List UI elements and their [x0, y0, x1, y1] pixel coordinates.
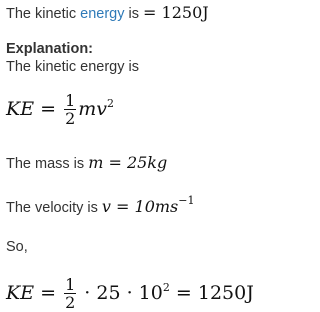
- result-fraction-numerator: 1: [65, 275, 76, 295]
- answer-line: [6, 4, 209, 23]
- mass-text: The mass is: [6, 156, 89, 172]
- result-equals-value: = 1250J: [169, 282, 254, 304]
- explanation-intro: The kinetic energy is: [6, 59, 139, 75]
- mass-value: m = 25kg: [88, 153, 168, 172]
- velocity-exponent: −1: [178, 194, 195, 207]
- formula-rhs: mv: [78, 98, 108, 120]
- result-formula: [6, 276, 254, 311]
- result-equals: =: [34, 282, 63, 304]
- explanation-heading: Explanation:: [6, 41, 94, 57]
- answer-prefix: The kinetic: [6, 6, 81, 22]
- result-value: [170, 282, 254, 304]
- result-rest: · 25 · 10: [78, 282, 163, 304]
- formula-fraction-denominator: 2: [65, 109, 76, 129]
- velocity-text: The velocity is: [6, 200, 102, 216]
- formula-equals: =: [34, 98, 63, 120]
- mass-line: [6, 154, 167, 173]
- result-fraction: [64, 276, 76, 311]
- formula-lhs: KE: [6, 98, 35, 120]
- answer-suffix: is: [124, 6, 144, 22]
- velocity-value: v = 10ms: [101, 197, 179, 216]
- result-fraction-denominator: 2: [65, 293, 76, 312]
- answer-value: = 1250J: [143, 3, 209, 22]
- formula-fraction: [64, 92, 76, 127]
- so-line: So,: [6, 239, 28, 255]
- formula-rhs-exponent: 2: [107, 97, 115, 110]
- result-lhs: KE: [6, 282, 35, 304]
- kinetic-energy-formula: [6, 92, 114, 127]
- formula-fraction-numerator: 1: [65, 91, 76, 111]
- energy-link[interactable]: energy: [80, 6, 125, 22]
- result-rest-exponent: 2: [162, 281, 170, 294]
- velocity-line: [6, 194, 195, 217]
